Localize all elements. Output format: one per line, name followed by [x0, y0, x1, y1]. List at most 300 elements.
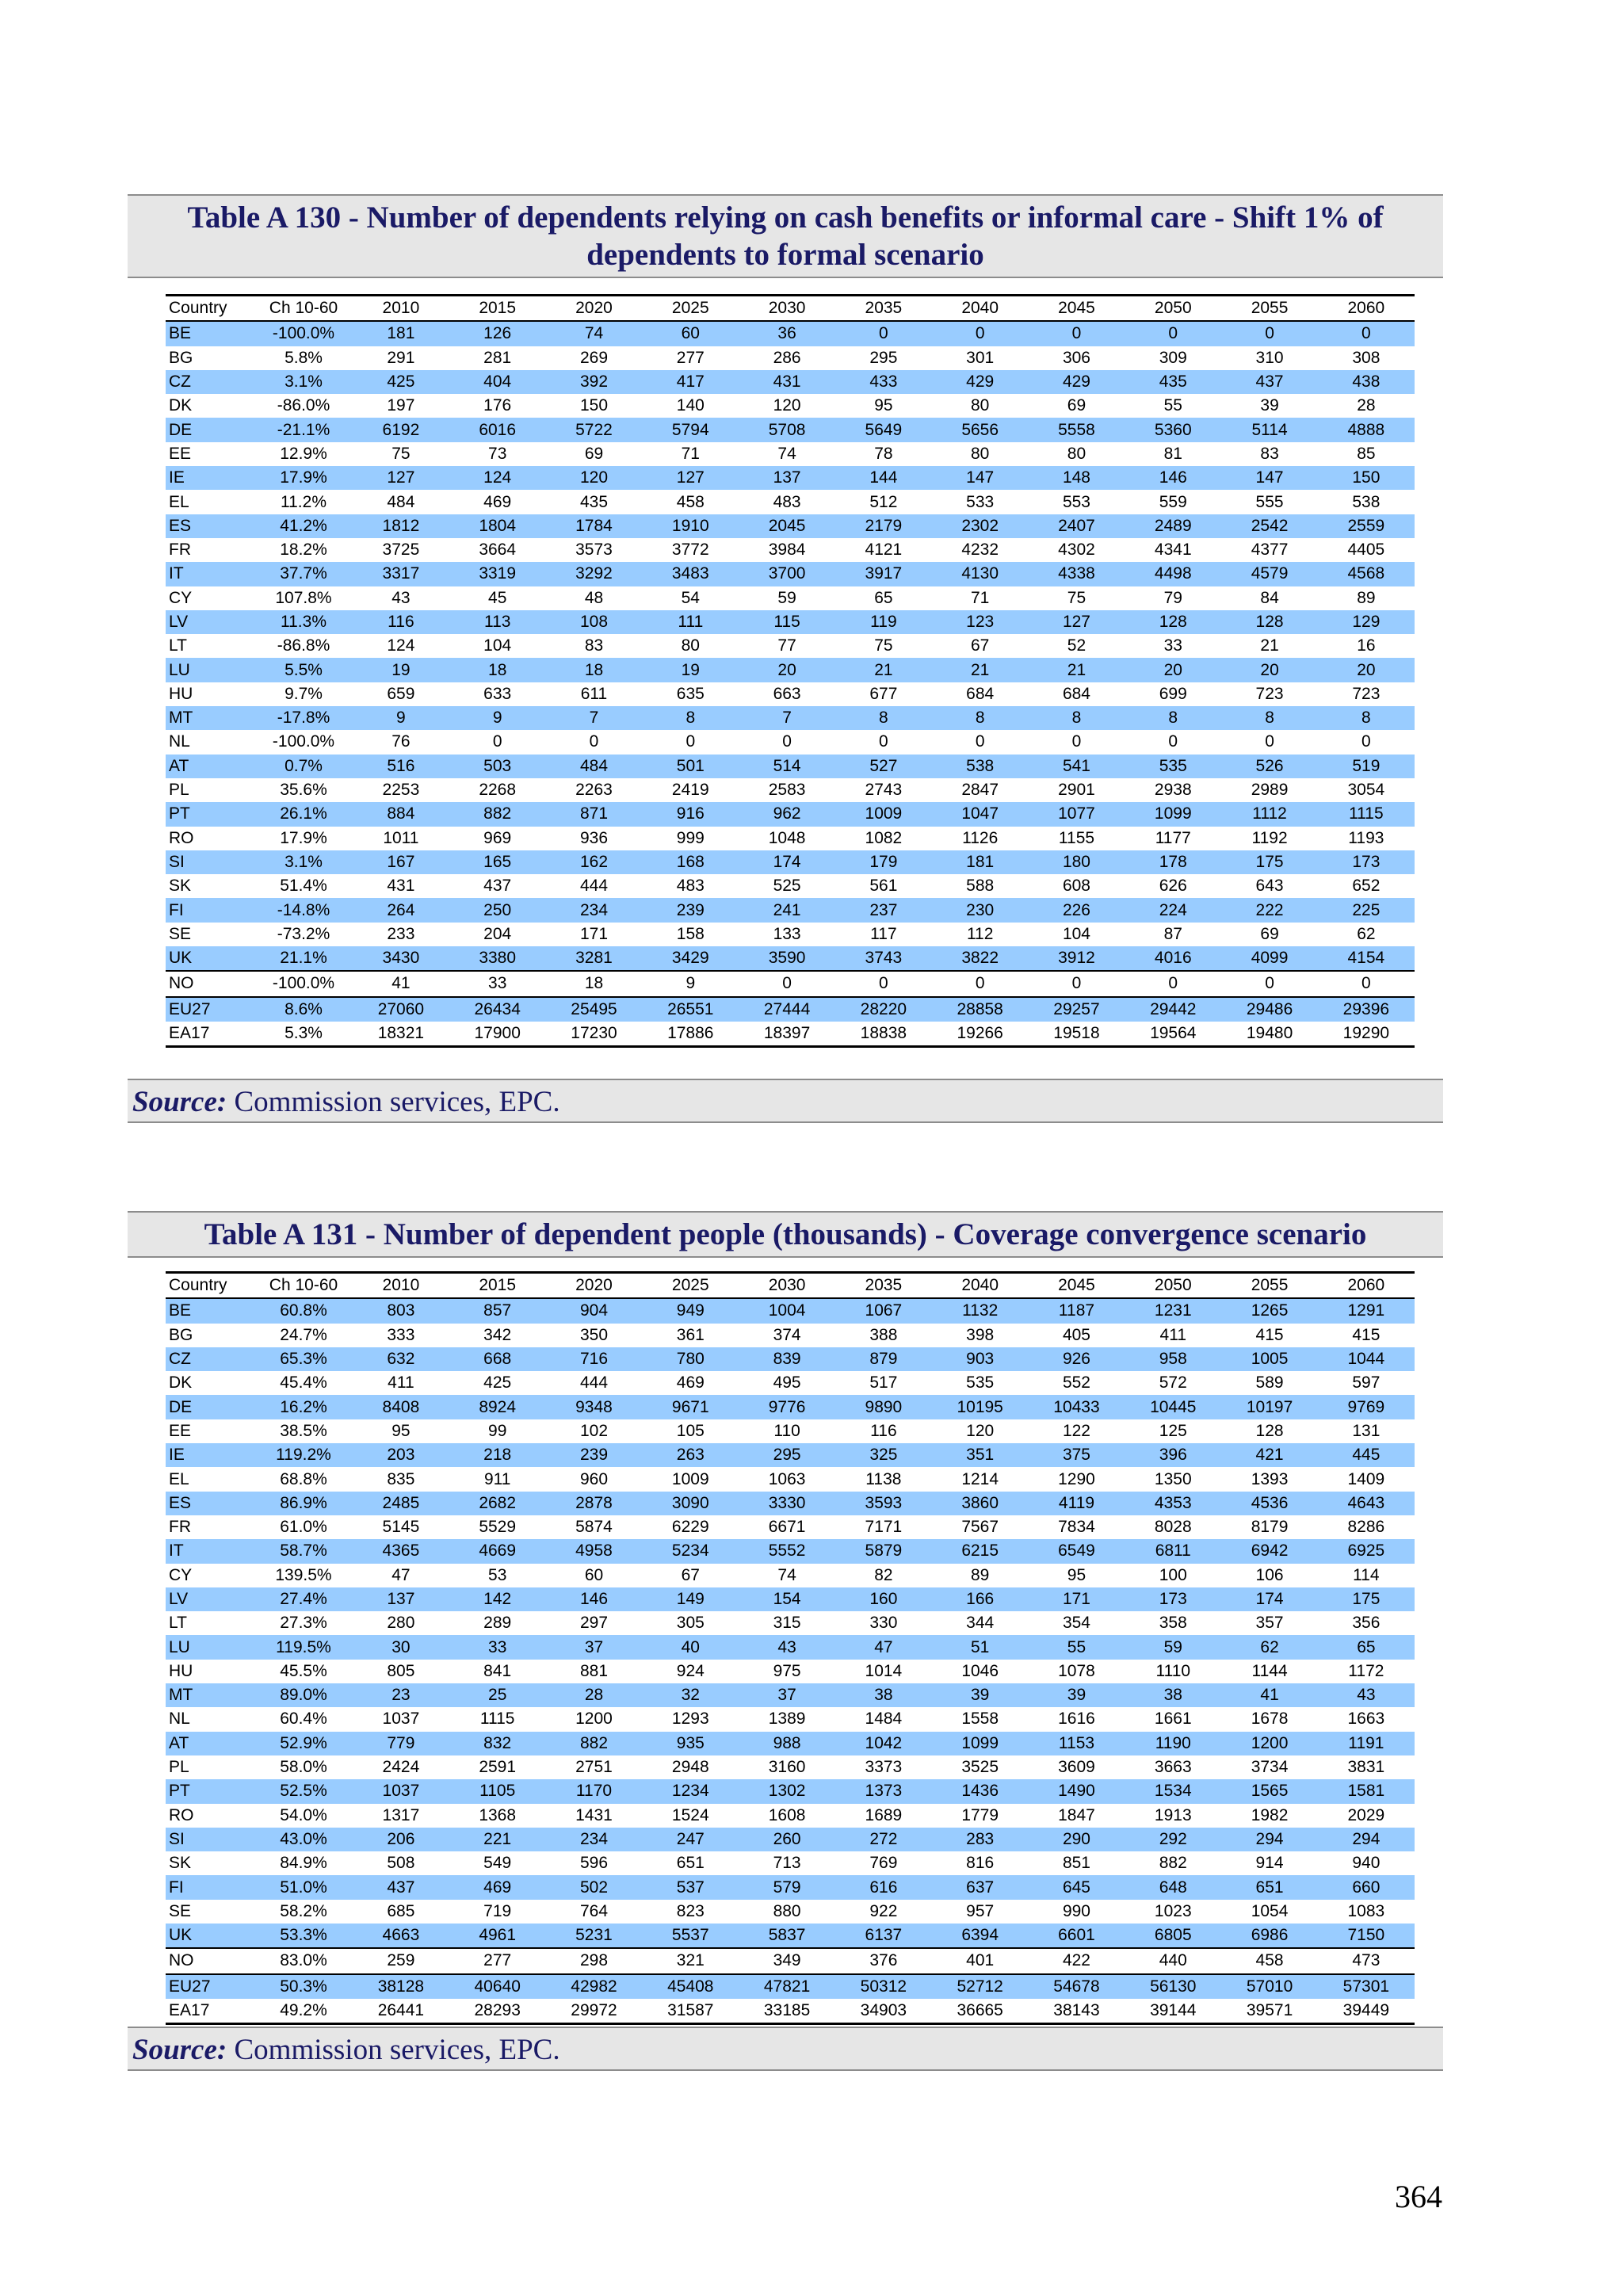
value-cell: 1663	[1347, 1710, 1385, 1729]
value-cell: 3319	[449, 562, 546, 586]
value-cell: 43	[739, 1635, 835, 1659]
value-cell: 60	[584, 1565, 604, 1584]
table-row	[166, 1611, 1415, 1635]
value-cell: 173	[1318, 850, 1415, 874]
value-cell: 2407	[1029, 514, 1125, 538]
value-cell: 1191	[1318, 1732, 1415, 1755]
country-cell: LV	[166, 610, 254, 634]
value-cell: 435	[579, 492, 609, 511]
value-cell: 8	[1029, 706, 1125, 730]
value-cell: 588	[966, 877, 995, 896]
value-cell: 553	[1062, 492, 1090, 511]
value-cell: 538	[932, 755, 1029, 778]
value-cell: 597	[1352, 1373, 1381, 1392]
value-cell: 857	[449, 1298, 546, 1323]
value-cell: 21	[932, 658, 1029, 682]
value-cell: 131	[1352, 1421, 1381, 1440]
table-a131-title-box	[128, 1211, 1443, 1258]
value-cell: 8408	[353, 1395, 449, 1419]
value-cell: 421	[1221, 1443, 1318, 1467]
value-cell: 429	[1029, 370, 1125, 394]
value-cell: 28293	[449, 1999, 546, 2024]
value-cell: 7	[739, 706, 835, 730]
value-cell: 0	[879, 732, 888, 751]
value-cell: 28	[546, 1683, 643, 1707]
value-cell: 112	[966, 924, 994, 943]
value-cell: 58.2%	[280, 1901, 327, 1920]
value-cell: 3912	[1029, 946, 1125, 971]
value-cell: 128	[1221, 610, 1318, 634]
value-cell: 5708	[739, 418, 835, 441]
value-cell: 8179	[1251, 1518, 1289, 1537]
value-cell: 5656	[932, 418, 1029, 441]
value-cell: 1389	[768, 1710, 806, 1729]
value-cell: 404	[449, 370, 546, 394]
value-cell: 1099	[1125, 802, 1221, 826]
table-row	[166, 946, 1415, 971]
value-cell: 0	[1221, 971, 1318, 996]
value-cell: 39571	[1221, 1999, 1318, 2024]
source-label: Source:	[132, 1086, 227, 1118]
value-cell: 51	[932, 1635, 1029, 1659]
value-cell: 538	[1352, 492, 1381, 511]
value-cell: 2878	[546, 1492, 643, 1515]
value-cell: 5649	[835, 418, 932, 441]
value-cell: 5360	[1125, 418, 1221, 441]
value-cell: 174	[739, 850, 835, 874]
country-cell: PT	[166, 1779, 254, 1803]
value-cell: 104	[1062, 924, 1090, 943]
value-cell: 39144	[1125, 1999, 1221, 2024]
value-cell: 433	[835, 370, 932, 394]
value-cell: 86.9%	[254, 1492, 353, 1515]
table-row	[166, 971, 1415, 996]
value-cell: 29257	[1029, 997, 1125, 1022]
value-cell: 663	[773, 684, 801, 703]
value-cell: 95	[1067, 1565, 1086, 1584]
value-cell: 8	[932, 706, 1029, 730]
country-cell: CY	[169, 1565, 193, 1584]
table-row	[166, 562, 1415, 586]
country-cell: IT	[166, 562, 254, 586]
value-cell: 559	[1159, 492, 1187, 511]
value-cell: 33	[1163, 636, 1182, 655]
value-cell: 308	[1352, 348, 1381, 367]
value-cell: 222	[1221, 898, 1318, 922]
value-cell: 10433	[1029, 1395, 1125, 1419]
value-cell: 147	[932, 466, 1029, 490]
value-cell: 6016	[449, 418, 546, 441]
value-cell: 47	[391, 1565, 411, 1584]
value-cell: 87	[1163, 924, 1182, 943]
value-cell: 176	[483, 396, 512, 415]
value-cell: 5114	[1221, 418, 1318, 441]
value-cell: 8924	[449, 1395, 546, 1419]
value-cell: 354	[1062, 1614, 1090, 1633]
value-cell: 79	[1163, 588, 1182, 607]
value-cell: 123	[932, 610, 1029, 634]
value-cell: 1138	[865, 1469, 902, 1488]
table-row	[166, 706, 1415, 730]
column-header: 2055	[1221, 296, 1318, 322]
value-cell: 3573	[575, 541, 613, 560]
value-cell: -17.8%	[254, 706, 353, 730]
value-cell: 437	[1221, 370, 1318, 394]
value-cell: 89	[971, 1565, 990, 1584]
value-cell: 882	[1159, 1854, 1187, 1873]
value-cell: 5558	[1029, 418, 1125, 441]
value-cell: 1011	[383, 828, 419, 847]
value-cell: 1054	[1251, 1901, 1289, 1920]
value-cell: 105	[676, 1421, 705, 1440]
value-cell: 119.5%	[254, 1635, 353, 1659]
value-cell: 375	[1029, 1443, 1125, 1467]
country-cell: LT	[169, 1614, 187, 1633]
value-cell: 68.8%	[280, 1469, 327, 1488]
value-cell: 17886	[642, 1022, 739, 1047]
value-cell: 374	[773, 1325, 801, 1344]
table-row	[166, 1999, 1415, 2024]
value-cell: 43.0%	[254, 1828, 353, 1851]
value-cell: 39	[1260, 396, 1279, 415]
value-cell: 903	[932, 1347, 1029, 1371]
value-cell: 133	[773, 924, 801, 943]
value-cell: 259	[353, 1948, 449, 1973]
value-cell: 221	[449, 1828, 546, 1851]
value-cell: 879	[835, 1347, 932, 1371]
country-cell: EE	[169, 444, 192, 463]
value-cell: 3822	[932, 946, 1029, 971]
value-cell: 633	[483, 684, 512, 703]
value-cell: 119	[835, 610, 932, 634]
value-cell: 911	[483, 1469, 511, 1488]
value-cell: 9	[449, 706, 546, 730]
value-cell: 127	[353, 466, 449, 490]
value-cell: 260	[739, 1828, 835, 1851]
value-cell: 881	[579, 1661, 609, 1680]
value-cell: 55	[1029, 1635, 1125, 1659]
value-cell: 60.8%	[254, 1298, 353, 1323]
value-cell: 21	[1029, 658, 1125, 682]
value-cell: 608	[1062, 877, 1090, 896]
value-cell: 611	[580, 684, 608, 703]
country-cell: IE	[166, 1443, 254, 1467]
value-cell: 233	[387, 924, 415, 943]
value-cell: 3281	[546, 946, 643, 971]
value-cell: 47	[835, 1635, 932, 1659]
value-cell: 398	[966, 1325, 995, 1344]
value-cell: 388	[869, 1325, 898, 1344]
value-cell: 33185	[739, 1999, 835, 2024]
value-cell: 555	[1255, 492, 1284, 511]
value-cell: 3590	[739, 946, 835, 971]
value-cell: 1082	[865, 828, 903, 847]
value-cell: 589	[1255, 1373, 1284, 1392]
country-cell: MT	[166, 706, 254, 730]
value-cell: 237	[835, 898, 932, 922]
value-cell: 19266	[932, 1022, 1029, 1047]
value-cell: 5529	[479, 1518, 517, 1537]
column-header: 2040	[932, 1273, 1029, 1299]
value-cell: 52.5%	[254, 1779, 353, 1803]
value-cell: 104	[483, 636, 512, 655]
value-cell: 626	[1159, 877, 1187, 896]
value-cell: -21.1%	[254, 418, 353, 441]
value-cell: 3917	[835, 562, 932, 586]
value-cell: 3593	[835, 1492, 932, 1515]
country-cell: FR	[169, 541, 191, 560]
table-row	[166, 418, 1415, 441]
value-cell: 8	[1318, 706, 1415, 730]
value-cell: 80	[971, 396, 990, 415]
value-cell: 43	[391, 588, 411, 607]
value-cell: 289	[483, 1614, 512, 1633]
value-cell: 154	[739, 1587, 835, 1611]
value-cell: 168	[642, 850, 739, 874]
value-cell: 146	[1125, 466, 1221, 490]
value-cell: 1023	[1154, 1901, 1192, 1920]
value-cell: 3160	[768, 1758, 806, 1777]
table-a130-container	[128, 294, 1443, 1047]
value-cell: 1115	[479, 1710, 515, 1729]
table-row	[166, 442, 1415, 466]
value-cell: 637	[932, 1875, 1029, 1899]
value-cell: 0	[1168, 732, 1178, 751]
value-cell: 39449	[1318, 1999, 1415, 2024]
value-cell: 264	[353, 898, 449, 922]
value-cell: 40	[642, 1635, 739, 1659]
value-cell: 652	[1352, 877, 1381, 896]
column-header: 2025	[642, 296, 739, 322]
value-cell: 17230	[546, 1022, 643, 1047]
value-cell: 659	[387, 684, 415, 703]
value-cell: 841	[483, 1661, 512, 1680]
value-cell: 140	[676, 396, 705, 415]
value-cell: 19290	[1318, 1022, 1415, 1047]
value-cell: 6925	[1318, 1539, 1415, 1563]
value-cell: 525	[773, 877, 801, 896]
value-cell: 65	[874, 588, 893, 607]
value-cell: 125	[1159, 1421, 1187, 1440]
value-cell: 2938	[1154, 781, 1192, 800]
column-header: 2050	[1125, 296, 1221, 322]
value-cell: 4536	[1221, 1492, 1318, 1515]
table-row	[166, 1443, 1415, 1467]
value-cell: 36665	[932, 1999, 1029, 2024]
value-cell: 392	[546, 370, 643, 394]
value-cell: 89.0%	[254, 1683, 353, 1707]
value-cell: 0	[1318, 321, 1415, 346]
value-cell: 0	[1221, 321, 1318, 346]
value-cell: 0	[835, 321, 932, 346]
value-cell: 4669	[449, 1539, 546, 1563]
value-cell: 1177	[1155, 828, 1191, 847]
value-cell: 6394	[932, 1924, 1029, 1948]
value-cell: 16.2%	[254, 1395, 353, 1419]
value-cell: 4341	[1154, 541, 1192, 560]
value-cell: 832	[449, 1732, 546, 1755]
value-cell: 38	[835, 1683, 932, 1707]
value-cell: 4338	[1029, 562, 1125, 586]
value-cell: 514	[739, 755, 835, 778]
value-cell: 5794	[642, 418, 739, 441]
value-cell: 180	[1029, 850, 1125, 874]
value-cell: 2029	[1347, 1805, 1385, 1824]
value-cell: 28220	[835, 997, 932, 1022]
value-cell: 425	[483, 1373, 512, 1392]
column-header: 2030	[739, 1273, 835, 1299]
value-cell: 150	[1318, 466, 1415, 490]
value-cell: 2901	[1058, 781, 1095, 800]
country-cell: IT	[166, 1539, 254, 1563]
value-cell: 1913	[1154, 1805, 1192, 1824]
value-cell: 549	[483, 1854, 512, 1873]
value-cell: 713	[773, 1854, 801, 1873]
country-cell: EU27	[166, 1974, 254, 1999]
table-row	[166, 490, 1415, 514]
value-cell: 988	[739, 1732, 835, 1755]
value-cell: 56130	[1125, 1974, 1221, 1999]
value-cell: 6671	[768, 1518, 806, 1537]
value-cell: 473	[1318, 1948, 1415, 1973]
value-cell: 3831	[1347, 1758, 1385, 1777]
value-cell: 290	[1029, 1828, 1125, 1851]
value-cell: 723	[1255, 684, 1284, 703]
table-row	[166, 1395, 1415, 1419]
value-cell: 204	[483, 924, 512, 943]
value-cell: 9671	[642, 1395, 739, 1419]
table-row	[166, 898, 1415, 922]
value-cell: 175	[1221, 850, 1318, 874]
country-cell: RO	[169, 828, 194, 847]
column-header: Country	[166, 296, 254, 322]
value-cell: 301	[966, 348, 995, 367]
value-cell: 122	[1062, 1421, 1090, 1440]
value-cell: 16	[1357, 636, 1376, 655]
column-header: 2060	[1318, 1273, 1415, 1299]
country-cell: HU	[169, 684, 193, 703]
column-header: 2040	[932, 296, 1029, 322]
table-header-row	[166, 296, 1415, 322]
value-cell: 127	[1029, 610, 1125, 634]
value-cell: 4130	[932, 562, 1029, 586]
value-cell: 171	[1029, 1587, 1125, 1611]
value-cell: 18	[546, 658, 643, 682]
value-cell: 239	[546, 1443, 643, 1467]
country-cell: SK	[169, 1854, 192, 1873]
value-cell: 1099	[932, 1732, 1029, 1755]
value-cell: 116	[870, 1421, 897, 1440]
country-cell: LU	[166, 658, 254, 682]
value-cell: 936	[579, 828, 609, 847]
country-cell: EL	[169, 1469, 189, 1488]
column-header: 2045	[1029, 1273, 1125, 1299]
value-cell: 719	[483, 1901, 512, 1920]
value-cell: 0	[739, 971, 835, 996]
value-cell: 52.9%	[254, 1732, 353, 1755]
value-cell: 6192	[353, 418, 449, 441]
value-cell: 160	[835, 1587, 932, 1611]
value-cell: 272	[835, 1828, 932, 1851]
country-cell: LT	[169, 636, 187, 655]
country-cell: SI	[166, 1828, 254, 1851]
value-cell: 39	[932, 1683, 1029, 1707]
value-cell: 7	[546, 706, 643, 730]
value-cell: 294	[1221, 1828, 1318, 1851]
value-cell: 376	[835, 1948, 932, 1973]
value-cell: 292	[1125, 1828, 1221, 1851]
value-cell: 0	[782, 732, 792, 751]
column-header: Ch 10-60	[254, 296, 353, 322]
value-cell: 2268	[479, 781, 517, 800]
value-cell: 19564	[1125, 1022, 1221, 1047]
value-cell: 57010	[1221, 1974, 1318, 1999]
value-cell: 835	[387, 1469, 415, 1488]
value-cell: 6986	[1221, 1924, 1318, 1948]
table-row	[166, 1828, 1415, 1851]
value-cell: 45	[488, 588, 507, 607]
value-cell: 137	[739, 466, 835, 490]
value-cell: 27.4%	[254, 1587, 353, 1611]
value-cell: 6942	[1221, 1539, 1318, 1563]
value-cell: 2542	[1221, 514, 1318, 538]
value-cell: 27060	[353, 997, 449, 1022]
value-cell: 5552	[739, 1539, 835, 1563]
value-cell: 78	[874, 444, 893, 463]
value-cell: 309	[1159, 348, 1187, 367]
value-cell: 0	[1265, 732, 1274, 751]
value-cell: 20	[739, 658, 835, 682]
value-cell: 10195	[932, 1395, 1029, 1419]
table-row	[166, 1732, 1415, 1755]
value-cell: 2682	[449, 1492, 546, 1515]
table-row	[166, 1587, 1415, 1611]
value-cell: 935	[642, 1732, 739, 1755]
value-cell: 9776	[739, 1395, 835, 1419]
value-cell: 429	[932, 370, 1029, 394]
value-cell: 4958	[546, 1539, 643, 1563]
value-cell: 2583	[768, 781, 806, 800]
value-cell: 438	[1318, 370, 1415, 394]
value-cell: 3743	[835, 946, 932, 971]
value-cell: 165	[449, 850, 546, 874]
value-cell: 55	[1163, 396, 1182, 415]
value-cell: 41	[353, 971, 449, 996]
value-cell: 23	[353, 1683, 449, 1707]
value-cell: 926	[1029, 1347, 1125, 1371]
value-cell: 38.5%	[280, 1421, 327, 1440]
value-cell: 4643	[1318, 1492, 1415, 1515]
value-cell: 218	[449, 1443, 546, 1467]
value-cell: 3317	[353, 562, 449, 586]
value-cell: -100.0%	[272, 732, 335, 751]
value-cell: 62	[1221, 1635, 1318, 1659]
value-cell: 5879	[835, 1539, 932, 1563]
value-cell: 234	[546, 1828, 643, 1851]
value-cell: 0	[1125, 971, 1221, 996]
table-row	[166, 997, 1415, 1022]
value-cell: 684	[966, 684, 995, 703]
value-cell: 9	[642, 971, 739, 996]
value-cell: 958	[1125, 1347, 1221, 1371]
value-cell: 38	[1125, 1683, 1221, 1707]
value-cell: 12.9%	[280, 444, 327, 463]
value-cell: 1524	[671, 1805, 709, 1824]
value-cell: 1678	[1251, 1710, 1289, 1729]
table-row	[166, 658, 1415, 682]
value-cell: 4377	[1251, 541, 1289, 560]
table-row	[166, 514, 1415, 538]
